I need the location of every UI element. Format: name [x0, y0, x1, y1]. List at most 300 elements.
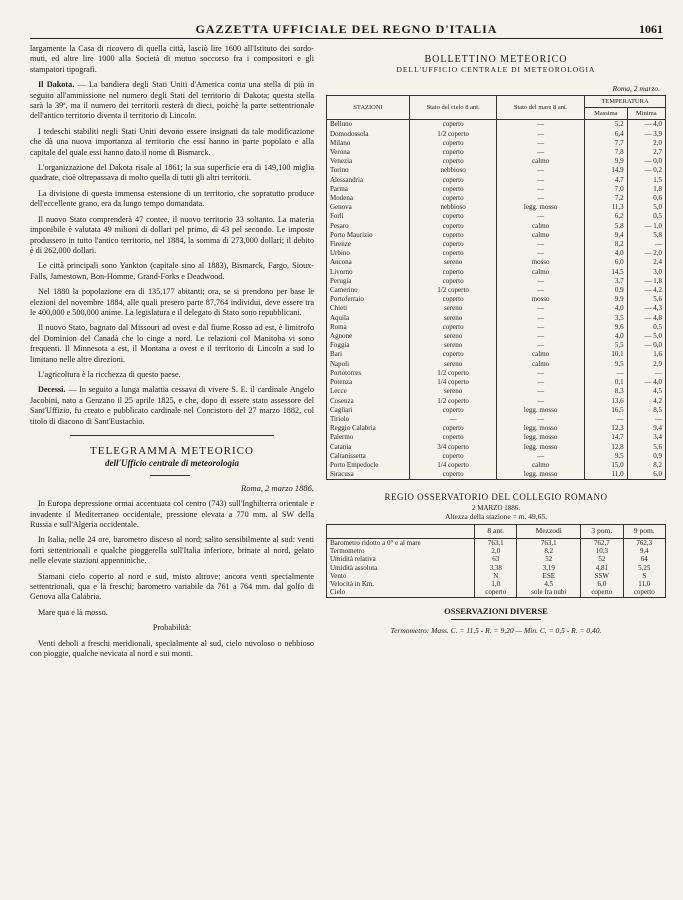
station-name: Porto Maurizio — [327, 231, 410, 240]
sea-state: — — [497, 286, 585, 295]
max-temp: — — [584, 415, 627, 424]
sky-state: 1/2 coperto — [409, 130, 496, 139]
sky-state: coperto — [409, 157, 496, 166]
station-name: Forlì — [327, 212, 410, 221]
max-temp: 9,9 — [584, 295, 627, 304]
station-name: Domodossola — [327, 130, 410, 139]
station-name: Genova — [327, 203, 410, 212]
min-temp: 1,5 — [627, 176, 665, 185]
station-name: Siracusa — [327, 470, 410, 480]
observatory-value: coperto — [475, 588, 517, 597]
station-row — [327, 249, 666, 258]
min-temp: — 4,0 — [627, 378, 665, 387]
sky-state: coperto — [409, 212, 496, 221]
min-temp: 1,6 — [627, 350, 665, 359]
station-row — [327, 461, 666, 470]
max-temp: — — [584, 369, 627, 378]
header-minima: Minima — [627, 108, 665, 120]
sea-state: mosso — [497, 258, 585, 267]
observatory-value: 6,0 — [581, 580, 623, 588]
observatory-value: 10,3 — [581, 547, 623, 555]
station-name: Urbino — [327, 249, 410, 258]
newspaper-title: GAZZETTA UFFICIALE DEL REGNO D'ITALIA — [195, 22, 498, 36]
observatory-value: 762,3 — [623, 538, 665, 547]
sea-state: calmo — [497, 350, 585, 359]
station-name: Foggia — [327, 341, 410, 350]
max-temp: 9,9 — [584, 157, 627, 166]
station-row — [327, 350, 666, 359]
header-mare: Stato del mare 8 ant. — [497, 96, 585, 120]
sea-state: calmo — [497, 360, 585, 369]
observatory-row — [327, 588, 666, 597]
observatory-value: 3,38 — [475, 564, 517, 572]
observatory-value: 64 — [623, 555, 665, 563]
sky-state: coperto — [409, 139, 496, 148]
observatory-row — [327, 572, 666, 580]
min-temp: 0,9 — [627, 452, 665, 461]
station-name: Bari — [327, 350, 410, 359]
min-temp: — 3,9 — [627, 130, 665, 139]
thermometer-readings: Termometro: Mass. C. = 11,5 - R. = 9,20 — Min. C. = 0,5 - R. = 0,40. — [390, 625, 602, 635]
sky-state: coperto — [409, 231, 496, 240]
observatory-row — [327, 555, 666, 563]
max-temp: 0,1 — [584, 378, 627, 387]
observatory-value: N — [475, 572, 517, 580]
observatory-value: 63 — [475, 555, 517, 563]
min-temp: — 0,0 — [627, 157, 665, 166]
observatory-row — [327, 538, 666, 547]
max-temp: 14,7 — [584, 433, 627, 442]
telegram-paragraph-2: In Italia, nelle 24 ore, barometro disceso al nord; salito sensibilmente al sud: venti forti settentrionali e qualche pioggerella sull'Italia inferiore, brinate al nord, gelato nelle elevate stazioni appenniniche. — [30, 535, 314, 566]
sea-state: — — [497, 304, 585, 313]
station-row — [327, 314, 666, 323]
station-row — [327, 148, 666, 157]
sea-state: legg. mosso — [497, 424, 585, 433]
sky-state: sereno — [409, 304, 496, 313]
max-temp: 7,0 — [584, 185, 627, 194]
station-name: Pesaro — [327, 222, 410, 231]
max-temp: 11,3 — [584, 203, 627, 212]
observatory-row — [327, 564, 666, 572]
sea-state: legg. mosso — [497, 433, 585, 442]
station-row — [327, 157, 666, 166]
sky-state: coperto — [409, 176, 496, 185]
sky-state: coperto — [409, 249, 496, 258]
max-temp: 9,6 — [584, 323, 627, 332]
sea-state: legg. mosso — [497, 203, 585, 212]
min-temp: — 5,0 — [627, 332, 665, 341]
station-row — [327, 222, 666, 231]
bollettino-date: Roma, 2 marzo. — [612, 84, 660, 93]
sea-state: calmo — [497, 461, 585, 470]
station-row — [327, 286, 666, 295]
max-temp: 6,2 — [584, 212, 627, 221]
min-temp: — 0,0 — [627, 341, 665, 350]
station-row — [327, 130, 666, 139]
header-cielo: Stato del cielo 8 ant. — [409, 96, 496, 120]
max-temp: 12,8 — [584, 443, 627, 452]
sky-state: nebbioso — [409, 166, 496, 175]
observatory-label: Umidità assoluta — [327, 564, 475, 572]
sea-state: — — [497, 397, 585, 406]
probabilita-heading: Probabilità: — [152, 623, 192, 633]
observatory-value: 52 — [517, 555, 581, 563]
observatory-label: Cielo — [327, 588, 475, 597]
paragraph-decessi — [30, 385, 314, 427]
observatory-value: 1,0 — [475, 580, 517, 588]
max-temp: 4,0 — [584, 249, 627, 258]
min-temp: 3,4 — [627, 433, 665, 442]
max-temp: 9,5 — [584, 452, 627, 461]
station-row — [327, 185, 666, 194]
min-temp: 4,2 — [627, 397, 665, 406]
station-name: Porto Empedocle — [327, 461, 410, 470]
sea-state: — — [497, 332, 585, 341]
sea-state: — — [497, 176, 585, 185]
sky-state: sereno — [409, 314, 496, 323]
sky-state: 1/4 coperto — [409, 461, 496, 470]
station-name: Aquila — [327, 314, 410, 323]
station-row — [327, 176, 666, 185]
decessi-text: — In seguito a lunga malattia cessava di vivere S. E. il cardinale Angelo Jacobini, nato a Genzano il 25 aprile 1825, e che, dopo di essere stato assessore del Sant'Uffizio, fu creato e pubblicato cardinale nel Concistoro del 27 marzo 1882, col titolo di diacono di Sant'Eustachio. — [30, 385, 314, 426]
max-temp: 4,0 — [584, 304, 627, 313]
sea-state: calmo — [497, 231, 585, 240]
min-temp: 8,5 — [627, 406, 665, 415]
telegram-paragraph-1: In Europa depressione ormai accentuata col centro (743) sull'Inghilterra orientale e invadente il Mediterraneo occidentale, pressione elevata a 770 mm. al SW della Russia e sull'Algeria occidentale. — [30, 499, 314, 530]
telegram-paragraph-4: Mare qua e là mosso. — [38, 607, 108, 617]
sea-state: — — [497, 120, 585, 130]
min-temp: 5,6 — [627, 443, 665, 452]
sea-state: — — [497, 277, 585, 286]
max-temp: 5,5 — [584, 341, 627, 350]
min-temp: 5,8 — [627, 231, 665, 240]
station-name: Venezia — [327, 157, 410, 166]
sky-state: nebbioso — [409, 203, 496, 212]
min-temp: 4,5 — [627, 387, 665, 396]
observatory-value: 11,0 — [623, 580, 665, 588]
max-temp: 14,9 — [584, 166, 627, 175]
paragraph-dakota-2: I tedeschi stabiliti negli Stati Uniti devono essere insignati da tale modificazione che dà una nuova importanza al territorio che essi hanno in parte popolato e alla capitale del quale essi hanno dato il nome di Bismarck. — [30, 126, 314, 157]
station-row — [327, 120, 666, 130]
sea-state: — — [497, 185, 585, 194]
paragraph-dakota-8: Il nuovo Stato, bagnato dal Missouri ad ovest e dal fiume Rosso ad est, è limitrofo del Dominion del Canadà che lo cinge a nord. Le relazioni col Manitoba vi sono frequenti. Il Minnesota a est, il Montana a ovest e il territorio di Lincoln a sud lo limitano nelle altre direzioni. — [30, 323, 314, 364]
station-name: Lecce — [327, 387, 410, 396]
observatory-value: 763,1 — [475, 538, 517, 547]
min-temp: 3,0 — [627, 268, 665, 277]
station-name: Livorno — [327, 268, 410, 277]
dakota-heading: Il Dakota. — [38, 80, 75, 90]
paragraph-dakota-3: L'organizzazione del Dakota risale al 1861; la sua superficie era di 149,100 miglia quadrate, cioè oltrepassava di molto quella di tutti gli altri territorii. — [30, 163, 314, 183]
observatory-value: coperto — [581, 588, 623, 597]
station-name: Agnone — [327, 332, 410, 341]
station-name: Modena — [327, 194, 410, 203]
sky-state: coperto — [409, 470, 496, 480]
short-divider — [451, 619, 541, 620]
min-temp: 0,5 — [627, 212, 665, 221]
observatory-table — [326, 524, 666, 597]
station-row — [327, 240, 666, 249]
min-temp: 0,5 — [627, 323, 665, 332]
sea-state: — — [497, 314, 585, 323]
station-row — [327, 452, 666, 461]
station-row — [327, 369, 666, 378]
min-temp: — 1,8 — [627, 277, 665, 286]
station-name: Ancona — [327, 258, 410, 267]
station-name: Roma — [327, 323, 410, 332]
station-row — [327, 332, 666, 341]
station-name: Reggio Calabria — [327, 424, 410, 433]
min-temp: — 4,8 — [627, 314, 665, 323]
paragraph-dakota-5: Il nuovo Stato comprenderà 47 contee, il nuovo territorio 33 soltanto. La materia imponibile è valutata 49 milioni di dollari pel primo, di 43 pel secondo. Le imposte produssero in tutto l'antico territorio, nel 1884, la somma di 273,000 dollari; il debito è di 262,000 dollari. — [30, 214, 314, 255]
station-name: Portotorres — [327, 369, 410, 378]
max-temp: 3,5 — [584, 314, 627, 323]
min-temp: — — [627, 415, 665, 424]
observatory-header — [327, 525, 475, 538]
min-temp: — 4,2 — [627, 286, 665, 295]
max-temp: 8,3 — [584, 387, 627, 396]
station-row — [327, 295, 666, 304]
section-divider — [70, 435, 274, 436]
min-temp: — 1,0 — [627, 222, 665, 231]
station-name: Napoli — [327, 360, 410, 369]
paragraph-dakota-6: Le città principali sono Yankton (capitale sino al 1883), Bismarck, Fargo, Sioux-Falls, Jamestown, Bon-Homme, Grand-Forks e Deadwood. — [30, 261, 314, 281]
sky-state: sereno — [409, 258, 496, 267]
max-temp: 6,0 — [584, 258, 627, 267]
max-temp: 14,5 — [584, 268, 627, 277]
station-name: Firenze — [327, 240, 410, 249]
station-row — [327, 433, 666, 442]
max-temp: 5,8 — [584, 222, 627, 231]
min-temp: 8,2 — [627, 461, 665, 470]
sky-state: 1/2 coperto — [409, 397, 496, 406]
observatory-value: SSW — [581, 572, 623, 580]
telegram-subtitle: dell'Ufficio centrale di meteorologia — [104, 458, 240, 469]
sea-state: — — [497, 341, 585, 350]
dakota-text-1: — La bandiera degli Stati Uniti d'America conta una stella di più in seguito all'ammissione nel numero degli Stati del territorio di Dakota; questa stella sarà la 39ª, ma il numero dei territorii resterà di dieci, poichè la parte settentrionale dell'antico territorio diventa il territorio di Lincoln. — [30, 80, 314, 121]
max-temp: 7,2 — [584, 194, 627, 203]
station-row — [327, 443, 666, 452]
min-temp: 1,8 — [627, 185, 665, 194]
station-row — [327, 378, 666, 387]
weather-stations-table — [326, 95, 666, 480]
station-name: Verona — [327, 148, 410, 157]
station-row — [327, 470, 666, 480]
station-name: Belluno — [327, 120, 410, 130]
max-temp: 15,0 — [584, 461, 627, 470]
sky-state: 3/4 coperto — [409, 443, 496, 452]
sea-state: mosso — [497, 295, 585, 304]
max-temp: 4,0 — [584, 332, 627, 341]
station-row — [327, 203, 666, 212]
sky-state: coperto — [409, 323, 496, 332]
observatory-value: 763,1 — [517, 538, 581, 547]
station-row — [327, 139, 666, 148]
decessi-heading: Decessi. — [38, 385, 66, 395]
min-temp: 5,0 — [627, 203, 665, 212]
observatory-value: 2,0 — [475, 547, 517, 555]
station-name: Potenza — [327, 378, 410, 387]
sea-state: calmo — [497, 222, 585, 231]
observatory-header: 9 pom. — [623, 525, 665, 538]
paragraph-intro: largamente la Casa di ricovero di quella città, lasciò lire 1600 all'Istituto dei sordo-muti, ed altre lire 1000 alla Società di mutuo soccorso fra i compositori e gli stampatori tipografi. — [30, 44, 314, 74]
observatory-row — [327, 580, 666, 588]
paragraph-dakota-7: Nel 1880 la popolazione era di 135,177 abitanti; ora, se si prendono per base le elezioni del novembre 1884, alle quali presero parte 87,764 individui, deve essere tra le 400,000 e 500,000 anime. La legislatura e il delegato di Stato sono repubblicani. — [30, 287, 314, 317]
sky-state: sereno — [409, 360, 496, 369]
max-temp: 13,6 — [584, 397, 627, 406]
sea-state: — — [497, 212, 585, 221]
station-row — [327, 387, 666, 396]
max-temp: 12,3 — [584, 424, 627, 433]
sea-state: — — [497, 130, 585, 139]
telegram-date: Roma, 2 marzo 1886. — [241, 482, 314, 493]
header-temperatura: TEMPERATURA — [584, 96, 665, 108]
sky-state: — — [409, 415, 496, 424]
observatory-value: 4,5 — [517, 580, 581, 588]
sea-state: — — [497, 369, 585, 378]
station-row — [327, 360, 666, 369]
sea-state: legg. mosso — [497, 443, 585, 452]
max-temp: 7,7 — [584, 139, 627, 148]
sea-state: calmo — [497, 268, 585, 277]
station-row — [327, 341, 666, 350]
max-temp: 10,1 — [584, 350, 627, 359]
header-massima: Massima — [584, 108, 627, 120]
bollettino-title: BOLLETTINO METEORICO — [424, 54, 568, 65]
max-temp: 5,2 — [584, 120, 627, 130]
sky-state: coperto — [409, 424, 496, 433]
station-name: Perugia — [327, 277, 410, 286]
sea-state: — — [497, 139, 585, 148]
sky-state: sereno — [409, 332, 496, 341]
max-temp: 7,8 — [584, 148, 627, 157]
station-row — [327, 258, 666, 267]
min-temp: — 4,0 — [627, 120, 665, 130]
min-temp: 6,0 — [627, 470, 665, 480]
station-name: Cosenza — [327, 397, 410, 406]
station-row — [327, 397, 666, 406]
station-name: Catania — [327, 443, 410, 452]
left-column — [30, 44, 314, 665]
sky-state: coperto — [409, 148, 496, 157]
min-temp: — 4,3 — [627, 304, 665, 313]
observatory-value: 9,4 — [623, 547, 665, 555]
paragraph-dakota-9: L'agricoltura è la ricchezza di questo paese. — [38, 369, 181, 379]
station-row — [327, 166, 666, 175]
station-name: Parma — [327, 185, 410, 194]
max-temp: 9,5 — [584, 360, 627, 369]
sea-state: — — [497, 387, 585, 396]
sea-state: — — [497, 240, 585, 249]
sea-state: legg. mosso — [497, 406, 585, 415]
sky-state: coperto — [409, 295, 496, 304]
osservatorio-title: REGIO OSSERVATORIO DEL COLLEGIO ROMANO — [384, 492, 608, 503]
station-name: Alessandria — [327, 176, 410, 185]
sky-state: coperto — [409, 120, 496, 130]
osservatorio-date: 2 MARZO 1886. — [471, 504, 521, 513]
sky-state: coperto — [409, 452, 496, 461]
min-temp: 2,9 — [627, 360, 665, 369]
max-temp: 16,5 — [584, 406, 627, 415]
min-temp: — 0,2 — [627, 166, 665, 175]
osservatorio-altezza: Altezza della stazione = m. 49,65. — [444, 512, 548, 522]
sea-state: — — [497, 148, 585, 157]
observatory-header: 3 pom. — [581, 525, 623, 538]
min-temp: 2,7 — [627, 148, 665, 157]
observatory-value: ESE — [517, 572, 581, 580]
sky-state: coperto — [409, 433, 496, 442]
paragraph-dakota-4: La divisione di questa immensa estensione di un territorio, che sopratutto produce dell'eccellente grano, era da lungo tempo domandata. — [30, 188, 314, 209]
min-temp: — — [627, 240, 665, 249]
sky-state: coperto — [409, 277, 496, 286]
osservazioni-diverse-title: OSSERVAZIONI DIVERSE — [444, 605, 548, 616]
sky-state: coperto — [409, 350, 496, 359]
station-row — [327, 304, 666, 313]
sea-state: — — [497, 452, 585, 461]
min-temp: 9,4 — [627, 424, 665, 433]
station-row — [327, 212, 666, 221]
min-temp: — 2,0 — [627, 249, 665, 258]
station-name: Cagliari — [327, 406, 410, 415]
sea-state: legg. mosso — [497, 470, 585, 480]
sky-state: coperto — [409, 406, 496, 415]
observatory-value: 52 — [581, 555, 623, 563]
max-temp: 11,0 — [584, 470, 627, 480]
sky-state: coperto — [409, 185, 496, 194]
sky-state: 1/2 coperto — [409, 286, 496, 295]
sky-state: sereno — [409, 387, 496, 396]
station-name: Portoferraio — [327, 295, 410, 304]
observatory-label: Termometro — [327, 547, 475, 555]
station-name: Torino — [327, 166, 410, 175]
observatory-label: Vento — [327, 572, 475, 580]
observatory-value: 8,2 — [517, 547, 581, 555]
min-temp: 2,0 — [627, 139, 665, 148]
sky-state: 1/2 coperto — [409, 369, 496, 378]
min-temp: — — [627, 369, 665, 378]
sea-state: — — [497, 166, 585, 175]
station-name: Milano — [327, 139, 410, 148]
paragraph-dakota — [30, 80, 314, 122]
station-name: Chieti — [327, 304, 410, 313]
sky-state: sereno — [409, 341, 496, 350]
page-number: 1061 — [639, 22, 663, 36]
max-temp: 4,7 — [584, 176, 627, 185]
station-row — [327, 268, 666, 277]
sea-state: — — [497, 194, 585, 203]
observatory-header: 8 ant. — [475, 525, 517, 538]
max-temp: 3,7 — [584, 277, 627, 286]
observatory-label: Barometro ridotto a 0° e al mare — [327, 538, 475, 547]
station-row — [327, 415, 666, 424]
telegram-title: TELEGRAMMA METEORICO — [90, 445, 254, 457]
sky-state: coperto — [409, 240, 496, 249]
sky-state: coperto — [409, 194, 496, 203]
telegram-paragraph-3: Stamani cielo coperto al nord e sud, misto altrove; ancora venti specialmente settentrionali, qua e là freschi; barometro variabile da 761 a 764 mm. dal golfo di Genova alla Calabria. — [30, 571, 314, 602]
station-row — [327, 194, 666, 203]
sky-state: coperto — [409, 222, 496, 231]
station-row — [327, 231, 666, 240]
bollettino-subtitle: DELL'UFFICIO CENTRALE DI METEOROLOGIA — [396, 65, 596, 74]
telegram-paragraph-5: Venti deboli a freschi meridionali, specialmente al sud, cielo nuvoloso o nebbioso con pioggie, qualche nevicata al nord e sui monti. — [30, 638, 314, 659]
station-name: Camerino — [327, 286, 410, 295]
sea-state: calmo — [497, 157, 585, 166]
station-row — [327, 277, 666, 286]
sea-state: — — [497, 249, 585, 258]
station-row — [327, 406, 666, 415]
observatory-header: Mezzodì — [517, 525, 581, 538]
max-temp: 8,2 — [584, 240, 627, 249]
header-stazioni: STAZIONI — [327, 96, 410, 120]
